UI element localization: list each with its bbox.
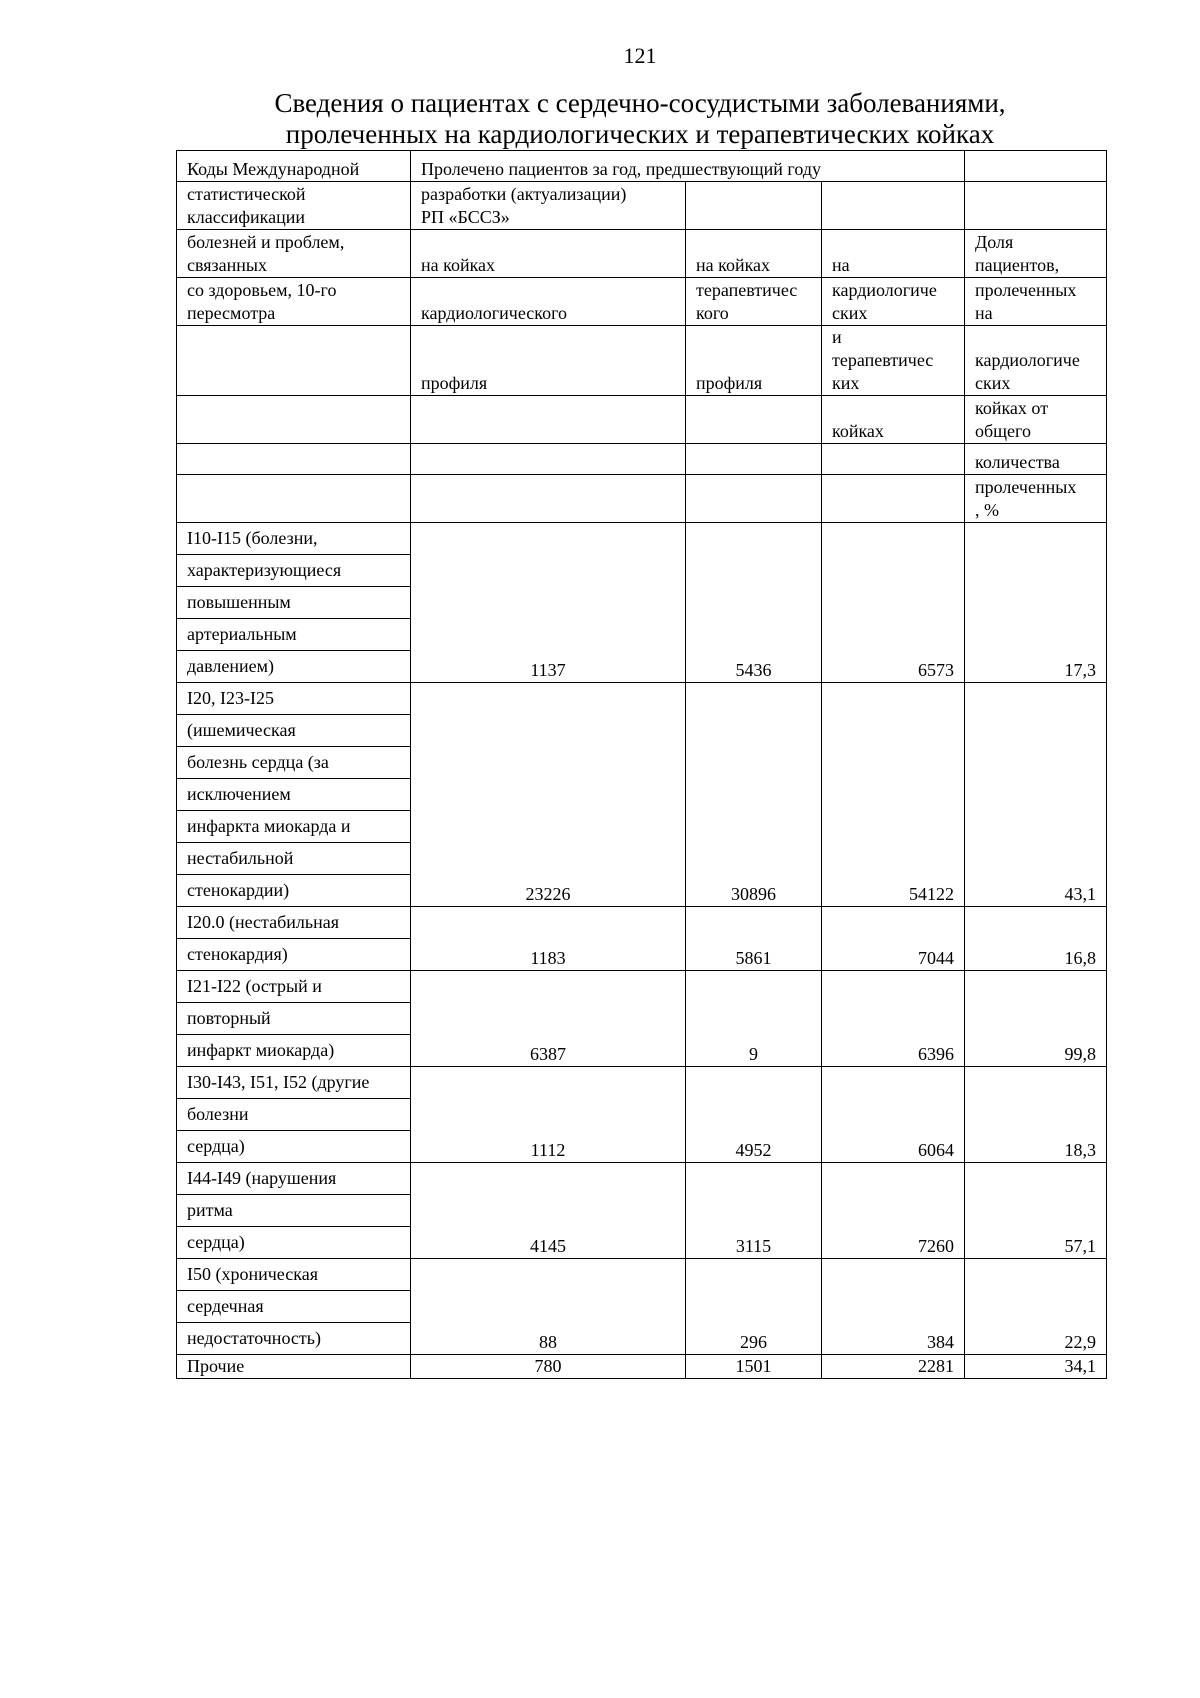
cell-share-value: 99,8 xyxy=(965,971,1107,1067)
table-row xyxy=(177,1355,1107,1379)
cell-thera-value: 9 xyxy=(686,971,822,1067)
table-row xyxy=(177,1259,1107,1355)
row-code-label-line: сердечная xyxy=(177,1291,410,1323)
cell-share-value: 16,8 xyxy=(965,907,1107,971)
header-empty-cell xyxy=(411,444,686,475)
patients-table xyxy=(176,150,1107,1379)
table-row xyxy=(177,1163,1107,1259)
table-body xyxy=(177,523,1107,1379)
header-empty-cell xyxy=(822,182,965,230)
row-code-label-line: I50 (хроническая xyxy=(177,1259,410,1291)
cell-cardio-value: 23226 xyxy=(411,683,686,907)
row-code-label-line: I20, I23-I25 xyxy=(177,683,410,715)
header-share-cell: Доля пациентов, xyxy=(965,230,1107,278)
cell-total-value: 6573 xyxy=(822,523,965,683)
row-code-label-line: артериальным xyxy=(177,619,410,651)
row-code-label-line: сердца) xyxy=(187,1232,245,1252)
row-code-label-line: исключением xyxy=(177,779,410,811)
header-empty-cell xyxy=(177,326,411,396)
header-total-cell: кардиологиче ских xyxy=(822,278,965,326)
cell-share-value: 34,1 xyxy=(965,1355,1107,1379)
cell-thera-value: 1501 xyxy=(686,1355,822,1379)
row-code-label-line: нестабильной xyxy=(177,843,410,875)
header-share-cell: койках от общего xyxy=(965,396,1107,444)
cell-total-value: 54122 xyxy=(822,683,965,907)
row-code-label-line: повторный xyxy=(177,1003,410,1035)
header-empty-cell xyxy=(965,182,1107,230)
cell-cardio-value: 1137 xyxy=(411,523,686,683)
row-code-label xyxy=(177,971,411,1067)
table-row xyxy=(177,1067,1107,1163)
cell-cardio-value: 1183 xyxy=(411,907,686,971)
header-share-cell: кардиологиче ских xyxy=(965,326,1107,396)
header-share-cell: пролеченных на xyxy=(965,278,1107,326)
row-code-label xyxy=(177,1163,411,1259)
cell-share-value: 57,1 xyxy=(965,1163,1107,1259)
row-code-label xyxy=(177,907,411,971)
cell-total-value: 7044 xyxy=(822,907,965,971)
row-code-label xyxy=(177,523,411,683)
document-title xyxy=(0,88,1200,150)
header-thera-cell: терапевтичес кого xyxy=(686,278,822,326)
row-code-label-line: инфаркт миокарда) xyxy=(187,1040,335,1060)
header-thera-cell: на койках xyxy=(686,230,822,278)
header-codes-line: Коды Международной xyxy=(177,151,411,182)
cell-thera-value: 30896 xyxy=(686,683,822,907)
row-code-label-line: болезнь сердца (за xyxy=(177,747,410,779)
header-empty-cell xyxy=(686,444,822,475)
row-code-label-line: стенокардии) xyxy=(187,880,290,900)
header-thera-cell: профиля xyxy=(686,326,822,396)
row-code-label-line: стенокардия) xyxy=(187,944,288,964)
title-line-1: Сведения о пациентах с сердечно-сосудистыми заболеваниями, xyxy=(274,88,1006,118)
header-share-cell: количества xyxy=(965,444,1107,475)
header-empty-cell xyxy=(411,396,686,444)
row-code-label-line: I21-I22 (острый и xyxy=(177,971,410,1003)
table-row xyxy=(177,523,1107,683)
row-code-label-line: повышенным xyxy=(177,587,410,619)
cell-cardio-value: 4145 xyxy=(411,1163,686,1259)
cell-total-value: 6064 xyxy=(822,1067,965,1163)
header-codes-cell: статистической классификации xyxy=(177,182,411,230)
header-treated-line: Пролечено пациентов за год, предшествующий году xyxy=(411,151,965,182)
row-code-label-line: I30-I43, I51, I52 (другие xyxy=(177,1067,410,1099)
header-share-cell: пролеченных , % xyxy=(965,475,1107,523)
row-code-label xyxy=(177,1355,411,1379)
cell-thera-value: 5436 xyxy=(686,523,822,683)
title-line-2: пролеченных на кардиологических и терапевтических койках xyxy=(285,119,995,149)
header-cardio-cell: на койках xyxy=(411,230,686,278)
row-code-label-line: ритма xyxy=(177,1195,410,1227)
header-treated-cell: разработки (актуализации) РП «БССЗ» xyxy=(411,182,686,230)
row-code-label-line: характеризующиеся xyxy=(177,555,410,587)
row-code-label xyxy=(177,1067,411,1163)
table-row xyxy=(177,683,1107,907)
row-code-label-line: инфаркта миокарда и xyxy=(177,811,410,843)
header-total-cell: и терапевтичес ких xyxy=(822,326,965,396)
cell-thera-value: 296 xyxy=(686,1259,822,1355)
cell-cardio-value: 780 xyxy=(411,1355,686,1379)
header-empty-cell xyxy=(822,475,965,523)
header-empty-cell xyxy=(177,396,411,444)
header-empty-cell xyxy=(411,475,686,523)
header-empty-cell xyxy=(177,475,411,523)
row-code-label-line: I10-I15 (болезни, xyxy=(177,523,410,555)
row-code-label xyxy=(177,1259,411,1355)
cell-thera-value: 4952 xyxy=(686,1067,822,1163)
row-code-label-line: I44-I49 (нарушения xyxy=(177,1163,410,1195)
cell-thera-value: 5861 xyxy=(686,907,822,971)
header-codes-cell: со здоровьем, 10-го пересмотра xyxy=(177,278,411,326)
table-row xyxy=(177,971,1107,1067)
row-code-label xyxy=(177,683,411,907)
cell-share-value: 22,9 xyxy=(965,1259,1107,1355)
cell-cardio-value: 1112 xyxy=(411,1067,686,1163)
header-cardio-cell: профиля xyxy=(411,326,686,396)
header-codes-cell: болезней и проблем, связанных xyxy=(177,230,411,278)
row-code-label-line: давлением) xyxy=(187,656,275,676)
header-share-empty xyxy=(965,151,1107,182)
header-empty-cell xyxy=(686,475,822,523)
table-row xyxy=(177,907,1107,971)
header-empty-cell xyxy=(822,444,965,475)
header-empty-cell xyxy=(686,396,822,444)
cell-cardio-value: 88 xyxy=(411,1259,686,1355)
header-cardio-cell: кардиологического xyxy=(411,278,686,326)
cell-share-value: 43,1 xyxy=(965,683,1107,907)
cell-cardio-value: 6387 xyxy=(411,971,686,1067)
row-code-label-line: недостаточность) xyxy=(187,1328,321,1348)
cell-total-value: 384 xyxy=(822,1259,965,1355)
row-code-label-line: сердца) xyxy=(187,1136,245,1156)
row-code-label-line: болезни xyxy=(177,1099,410,1131)
cell-total-value: 6396 xyxy=(822,971,965,1067)
cell-total-value: 7260 xyxy=(822,1163,965,1259)
header-total-cell: на xyxy=(822,230,965,278)
table-header xyxy=(177,151,1107,523)
row-code-label-line: I20.0 (нестабильная xyxy=(177,907,410,939)
page-number: 121 xyxy=(623,43,657,68)
cell-total-value: 2281 xyxy=(822,1355,965,1379)
header-empty-cell xyxy=(177,444,411,475)
cell-share-value: 17,3 xyxy=(965,523,1107,683)
row-code-label-line: Прочие xyxy=(187,1356,245,1376)
cell-thera-value: 3115 xyxy=(686,1163,822,1259)
header-empty-cell xyxy=(686,182,822,230)
row-code-label-line: (ишемическая xyxy=(177,715,410,747)
header-total-cell: койках xyxy=(822,396,965,444)
cell-share-value: 18,3 xyxy=(965,1067,1107,1163)
